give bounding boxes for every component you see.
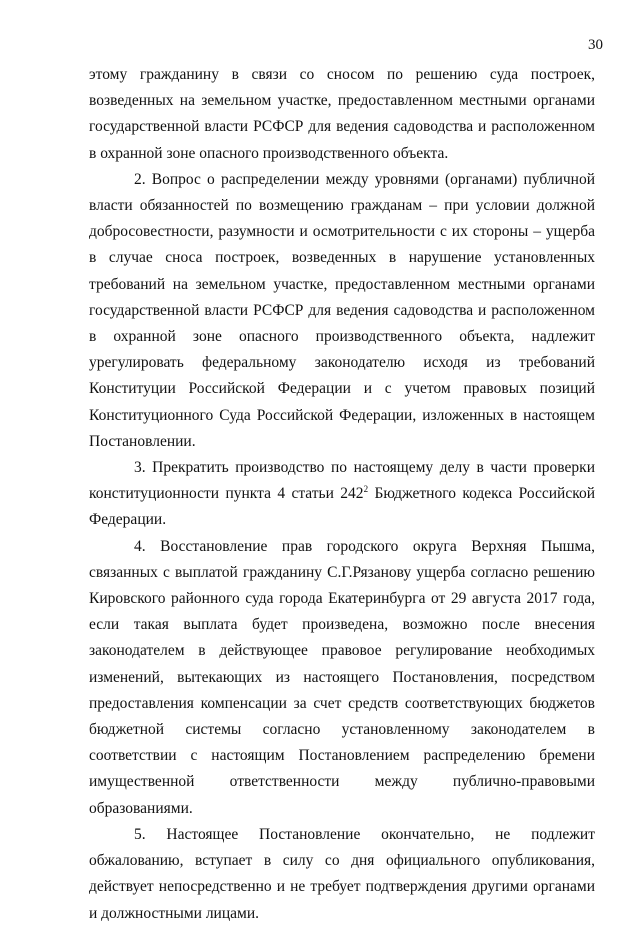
paragraph-5: 5. Настоящее Постановление окончательно, не подлежит обжалованию, вступает в силу со дня официального опубликования, действует непосредственно и не требует подтверждения другими органами и должностными лицами. xyxy=(89,825,595,922)
body-text xyxy=(89,62,595,927)
page-number: 30 xyxy=(588,37,603,53)
paragraph-3-text-after: Бюджетного кодекса Российской Федерации. xyxy=(89,485,595,529)
paragraph-3 xyxy=(89,455,595,534)
paragraph-3-text-before: 3. Прекратить производство по настоящему делу в части проверки конституционности пункта 4 статьи 242 xyxy=(89,459,595,503)
paragraph-3-superscript: 2 xyxy=(363,484,369,495)
paragraph-2: 2. Вопрос о распределении между уровнями (органами) публичной власти обязанностей по возмещению гражданам – при условии должной добросовестности, разумности и осмотрительности с их стороны – ущерба в случае сноса построек, возведенных в нарушение установленных требований на земельном участке, предоставленном местными органами государственной власти РСФСР для ведения садоводства и расположенном в охранной зоне опасного производственного объекта, надлежит урегулировать федеральному законодателю исходя из требований Конституции Российской Федерации и с учетом правовых позиций Конституционного Суда Российской Федерации, изложенных в настоящем Постановлении. xyxy=(89,170,595,450)
paragraph-4: 4. Восстановление прав городского округа Верхняя Пышма, связанных с выплатой гражданину С.Г.Рязанову ущерба согласно решению Кировского районного суда города Екатеринбурга от 29 августа 2017 года, если такая выплата будет произведена, возможно после внесения законодателем в действующее правовое регулирование необходимых изменений, вытекающих из настоящего Постановления, посредством предоставления компенсации за счет средств соответствующих бюджетов бюджетной системы согласно установленному законодателем в соответствии с настоящим Постановлением распределению бремени имущественной ответственности между публично-правовыми образованиями. xyxy=(89,537,595,817)
paragraph-continuation: этому гражданину в связи со сносом по решению суда построек, возведенных на земельном участке, предоставленном местными органами государственной власти РСФСР для ведения садоводства и расположенном в охранной зоне опасного производственного объекта. xyxy=(89,66,595,162)
